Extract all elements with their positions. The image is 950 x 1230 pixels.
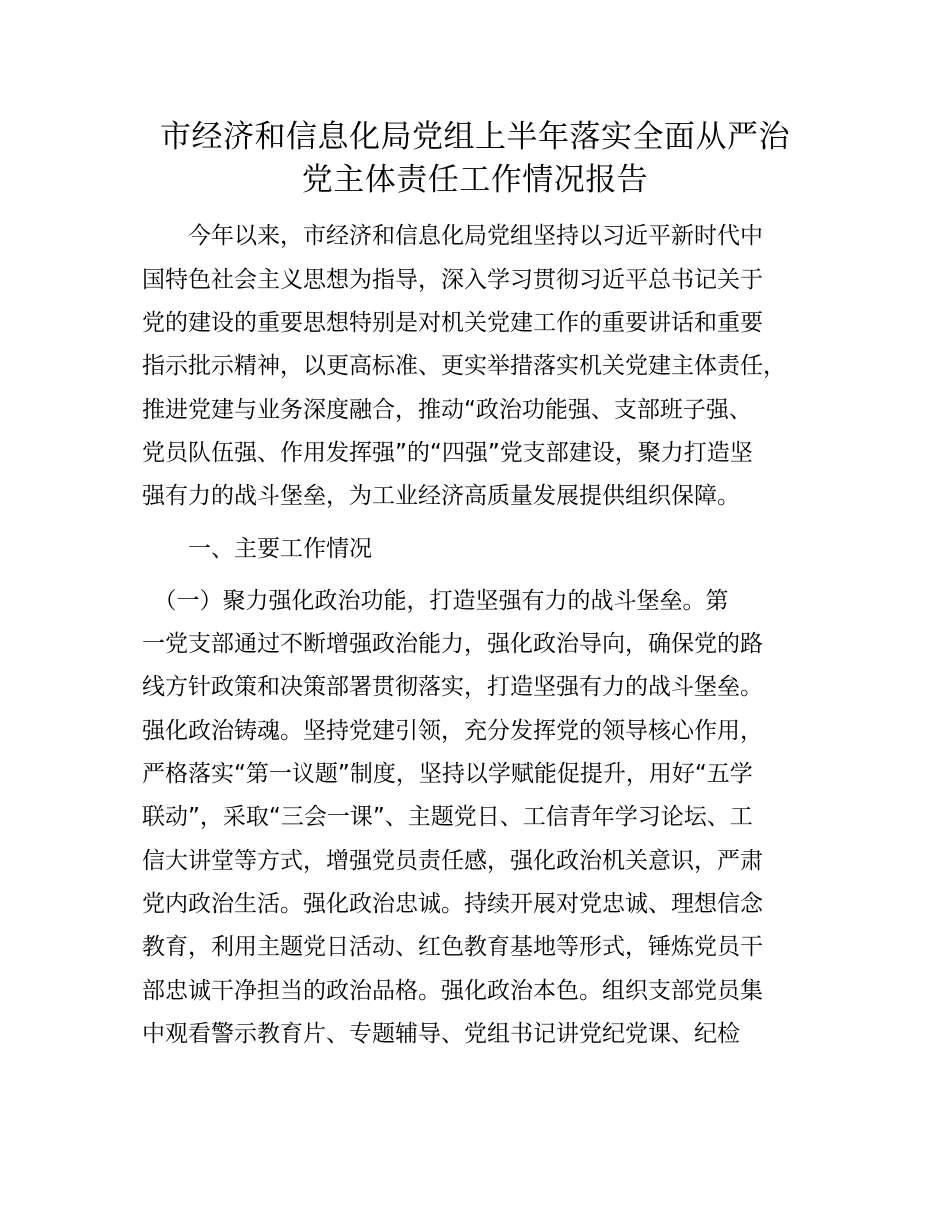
paragraph-line: 信大讲堂等方式，增强党员责任感，强化政治机关意识，严肃 — [142, 848, 763, 874]
paragraph-line: 部忠诚干净担当的政治品格。强化政治本色。组织支部党员集 — [142, 978, 763, 1004]
paragraph-line: 党的建设的重要思想特别是对机关党建工作的重要讲话和重要 — [142, 310, 763, 336]
document-title-line-1: 市经济和信息化局党组上半年落实全面从严治 — [160, 119, 790, 155]
paragraph-line: 指示批示精神，以更高标准、更实举措落实机关党建主体责任， — [142, 353, 786, 379]
paragraph-line: 推进党建与业务深度融合，推动“政治功能强、支部班子强、 — [142, 397, 752, 423]
document-title-line-2: 党主体责任工作情况报告 — [301, 162, 649, 198]
paragraph-line: （一）聚力强化政治功能，打造坚强有力的战斗堡垒。第 — [142, 588, 729, 614]
paragraph-line: 国特色社会主义思想为指导，深入学习贯彻习近平总书记关于 — [142, 267, 763, 293]
paragraph-line: 联动”，采取“三会一课”、主题党日、工信青年学习论坛、工 — [142, 804, 753, 830]
paragraph-line: 强有力的战斗堡垒，为工业经济高质量发展提供组织保障。 — [142, 483, 740, 509]
paragraph-line: 线方针政策和决策部署贯彻落实，打造坚强有力的战斗堡垒。 — [142, 674, 763, 700]
paragraph-line: 强化政治铸魂。坚持党建引领，充分发挥党的领导核心作用， — [142, 718, 763, 744]
paragraph-line: 党员队伍强、作用发挥强”的“四强”党支部建设，聚力打造坚 — [142, 440, 753, 466]
paragraph-line: 教育，利用主题党日活动、红色教育基地等形式，锤炼党员干 — [142, 934, 763, 960]
paragraph-line: 今年以来，市经济和信息化局党组坚持以习近平新时代中 — [142, 223, 763, 249]
paragraph-line: 党内政治生活。强化政治忠诚。持续开展对党忠诚、理想信念 — [142, 891, 763, 917]
paragraph-line: 严格落实“第一议题”制度，坚持以学赋能促提升，用好“五学 — [142, 761, 753, 787]
paragraph-line: 一党支部通过不断增强政治能力，强化政治导向，确保党的路 — [142, 631, 763, 657]
section-heading: 一、主要工作情况 — [142, 536, 372, 562]
paragraph-line: 中观看警示教育片、专题辅导、党组书记讲党纪党课、纪检 — [142, 1021, 740, 1047]
